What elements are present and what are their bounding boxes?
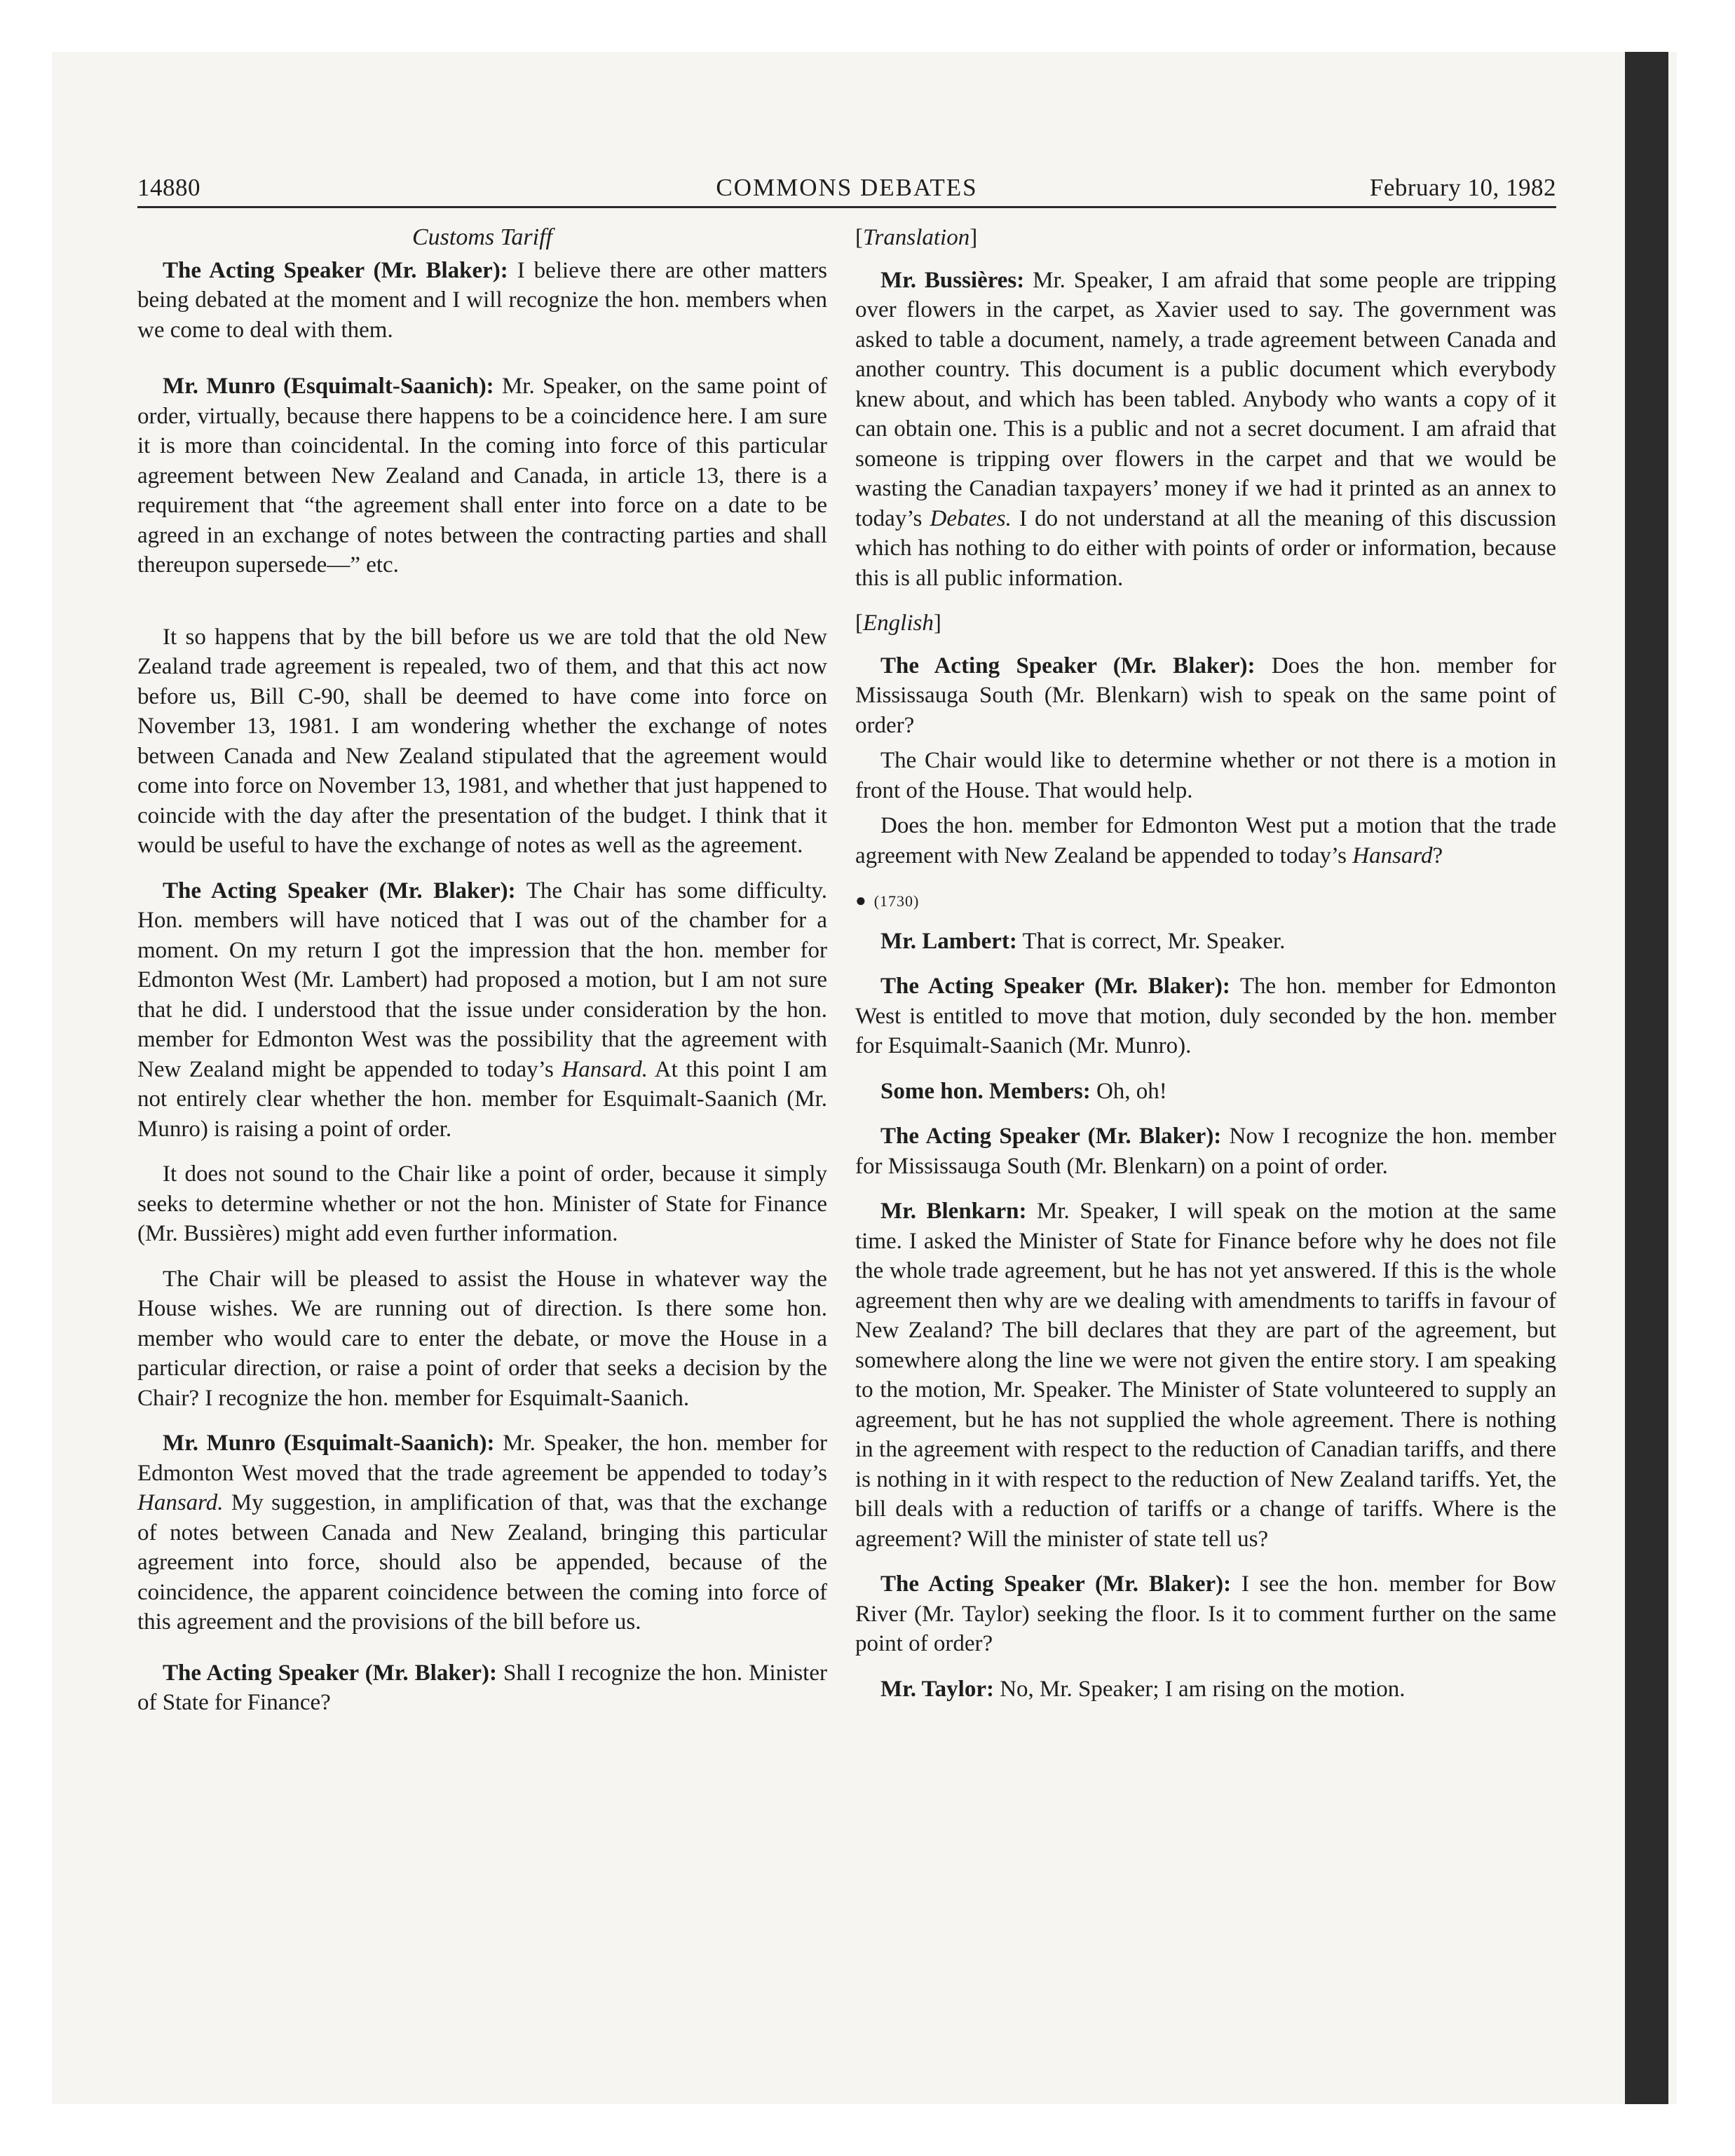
speaker-name: Mr. Bussières: bbox=[880, 267, 1025, 293]
speech-text: The Chair would like to determine whether or not there is a motion in front of the House. That would help. bbox=[855, 748, 1556, 803]
running-header bbox=[137, 170, 1556, 208]
paragraph bbox=[137, 1159, 827, 1249]
english-tag-label: English bbox=[863, 610, 934, 636]
speech-text: Mr. Speaker, on the same point of order, virtually, because there happens to be a coincidence here. I am sure it is more than coincidental. In the coming into force of this particular agreement between New Zealand and Canada, in article 13, there is a requirement that “the agreement shall enter into force on a date to be agreed in an exchange of notes between the contracting parties and shall thereupon supersede—” etc. bbox=[137, 374, 827, 578]
time-marker bbox=[855, 886, 1556, 917]
speaker-name: The Acting Speaker (Mr. Blaker): bbox=[880, 653, 1256, 678]
speaker-name: The Acting Speaker (Mr. Blaker): bbox=[163, 257, 508, 283]
speech-text: Oh, oh! bbox=[1090, 1078, 1167, 1104]
speech-text: Does the hon. member for Edmonton West put a motion that the trade agreement with New Zealand be appended to today’s bbox=[855, 813, 1556, 868]
paragraph bbox=[137, 1264, 827, 1414]
paragraph bbox=[137, 1428, 827, 1637]
speaker-name: Mr. Taylor: bbox=[880, 1676, 994, 1702]
speech-text: Shall I recognize the hon. Minister of State for Finance? bbox=[137, 1660, 827, 1715]
speech-text: Mr. Speaker, the hon. member for Edmonton West moved that the trade agreement be appended to today’s bbox=[137, 1431, 827, 1486]
paragraph bbox=[855, 1077, 1556, 1107]
speech-text: ? bbox=[1432, 842, 1443, 868]
speech-text: It does not sound to the Chair like a point of order, because it simply seeks to determine whether or not the hon. Minister of State for Finance (Mr. Bussières) might add even further information. bbox=[137, 1161, 827, 1246]
publication-title: COMMONS DEBATES bbox=[716, 174, 978, 201]
paragraph bbox=[855, 1569, 1556, 1659]
speech-text: It so happens that by the bill before us we are told that the old New Zealand trade agreement is repealed, two of them, and that this act now before us, Bill C-90, shall be deemed to have come into force on November 13, 1981. I am wondering whether the exchange of notes between Canada and New Zealand stipulated that the agreement would come into force on November 13, 1981, and whether that just happened to coincide with the day after the presentation of the budget. I think that it would be useful to have the exchange of notes as well as the agreement. bbox=[137, 624, 827, 858]
speaker-name: Mr. Munro (Esquimalt-Saanich): bbox=[163, 1431, 495, 1456]
speech-text: Now I recognize the hon. member for Mississauga South (Mr. Blenkarn) on a point of order. bbox=[855, 1124, 1556, 1179]
translation-tag: [Translation] bbox=[855, 225, 978, 250]
speech-text: That is correct, Mr. Speaker. bbox=[1016, 928, 1286, 954]
italic-title: Hansard. bbox=[137, 1490, 224, 1515]
speech-text: Mr. Speaker, I will speak on the motion at the same time. I asked the Minister of State for Finance before why he does not file the whole trade agreement, but he has not yet answered. If this is the whole agreement then why are we dealing with amendments to tariffs in favour of New Zealand? The bill declares that they are part of the agreement, but somewhere along the line we were not given the entire story. I am speaking to the motion, Mr. Speaker. The Minister of State volunteered to supply an agreement, but he has not supplied the whole agreement. There is nothing in the agreement with respect to the reduction of Canadian tariffs, and there is nothing in it with respect to the reduction of New Zealand tariffs. Yet, the bill deals with a reduction of tariffs or a change of tariffs. Where is the agreement? Will the minister of state tell us? bbox=[855, 1199, 1556, 1552]
speaker-name: The Acting Speaker (Mr. Blaker): bbox=[880, 1571, 1232, 1597]
paragraph bbox=[137, 876, 827, 1145]
speaker-name: The Acting Speaker (Mr. Blaker): bbox=[163, 1660, 497, 1686]
speaker-name: The Acting Speaker (Mr. Blaker): bbox=[880, 974, 1230, 999]
paragraph bbox=[137, 1658, 827, 1718]
speaker-name: Mr. Munro (Esquimalt-Saanich): bbox=[163, 374, 494, 399]
translation-tag-label: Translation bbox=[863, 225, 970, 250]
speech-text: I do not understand at all the meaning of this discussion which has nothing to do either with points of order or information, because this is all public information. bbox=[855, 505, 1556, 591]
paragraph bbox=[137, 256, 827, 346]
paragraph bbox=[855, 1196, 1556, 1554]
bullet-icon: ● bbox=[855, 890, 867, 910]
scan-binding-edge bbox=[1625, 52, 1668, 2104]
speech-text: The Chair will be pleased to assist the House in whatever way the House wishes. We are running out of direction. Is there some hon. member who would care to enter the debate, or move the House in a particular direction, or raise a point of order that seeks a decision by the Chair? I recognize the hon. member for Esquimalt-Saanich. bbox=[137, 1266, 827, 1411]
italic-title: Hansard. bbox=[562, 1056, 648, 1082]
issue-date: February 10, 1982 bbox=[1369, 174, 1556, 201]
paragraph bbox=[855, 1674, 1556, 1705]
speech-text: Mr. Speaker, I am afraid that some people are tripping over flowers in the carpet, as Xavier used to say. The government was asked to table a document, namely, a trade agreement between Canada and another country. This document is a public document which everybody knew about, and which has been tabled. Anybody who wants a copy of it can obtain one. This is a public and not a secret document. I am afraid that someone is tripping over flowers in the carpet and that we would be wasting the Canadian taxpayers’ money if we had it printed as an annex to today’s bbox=[855, 267, 1556, 531]
paragraph bbox=[855, 811, 1556, 871]
speech-text: The hon. member for Edmonton West is entitled to move that motion, duly seconded by the hon. member for Esquimalt-Saanich (Mr. Munro). bbox=[855, 974, 1556, 1058]
speaker-name: The Acting Speaker (Mr. Blaker): bbox=[163, 878, 516, 903]
speech-text: The Chair has some difficulty. Hon. members will have noticed that I was out of the chamber for a moment. On my return I got the impression that the hon. member for Edmonton West (Mr. Lambert) had proposed a motion, but I am not sure that he did. I understood that the issue under consideration by the hon. member for Edmonton West was the possibility that the agreement with New Zealand might be appended to today’s bbox=[137, 878, 827, 1082]
speech-text: Does the hon. member for Mississauga South (Mr. Blenkarn) wish to speak on the same point of order? bbox=[855, 653, 1556, 738]
time-marker-label: (1730) bbox=[873, 892, 920, 910]
speech-text: I believe there are other matters being debated at the moment and I will recognize the hon. members when we come to deal with them. bbox=[137, 257, 827, 343]
left-column bbox=[137, 223, 827, 1733]
speaker-name: The Acting Speaker (Mr. Blaker): bbox=[880, 1124, 1222, 1149]
speech-text: At this point I am not entirely clear whether the hon. member for Esquimalt-Saanich (Mr. Munro) is raising a point of order. bbox=[137, 1056, 828, 1142]
speaker-name: Mr. Lambert: bbox=[880, 928, 1017, 954]
speaker-name: Some hon. Members: bbox=[880, 1078, 1091, 1104]
speaker-name: Mr. Blenkarn: bbox=[880, 1199, 1027, 1224]
speech-text: No, Mr. Speaker; I am rising on the motion. bbox=[993, 1676, 1406, 1702]
paragraph bbox=[855, 971, 1556, 1061]
paragraph bbox=[855, 927, 1556, 957]
italic-title: Hansard bbox=[1352, 842, 1433, 868]
section-title: Customs Tariff bbox=[412, 224, 552, 250]
english-tag: [English] bbox=[855, 610, 941, 636]
paragraph bbox=[137, 622, 827, 861]
paragraph bbox=[855, 266, 1556, 594]
paragraph bbox=[137, 371, 827, 580]
paragraph bbox=[855, 1121, 1556, 1181]
paragraph bbox=[855, 746, 1556, 805]
page-number: 14880 bbox=[137, 174, 200, 201]
speech-text: My suggestion, in amplification of that, was that the exchange of notes between Canada and New Zealand, bringing this particular agreement into force, should also be appended, because of the coincidence, the apparent coincidence between the coming into force of this agreement and the provisions of the bill before us. bbox=[137, 1490, 827, 1635]
right-column bbox=[855, 223, 1556, 1719]
italic-title: Debates. bbox=[930, 505, 1012, 531]
speech-text: I see the hon. member for Bow River (Mr. Taylor) seeking the floor. Is it to comment further on the same point of order? bbox=[855, 1571, 1556, 1656]
paragraph bbox=[855, 651, 1556, 741]
